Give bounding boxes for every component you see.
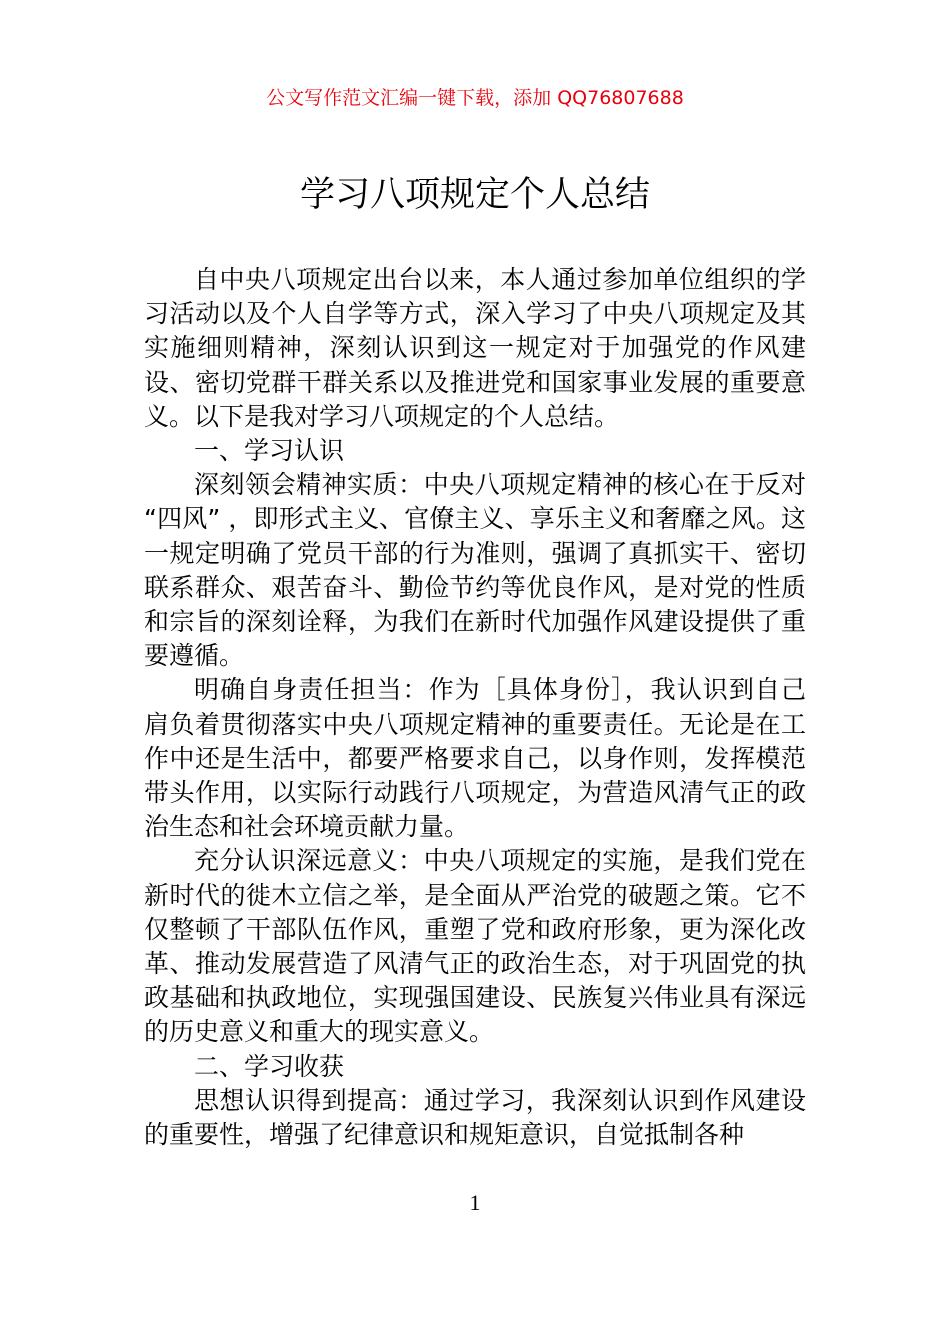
- page-number: 1: [469, 1190, 481, 1215]
- paragraph-spirit-essence: 深刻领会精神实质：中央八项规定精神的核心在于反对 “四风” ，即形式主义、官僚主义、享乐主义和奢靡之风。这一规定明确了党员干部的行为准则，强调了真抓实干、密切联系群众、艰苦奋斗、勤俭节约等优良作风，是对党的性质和宗旨的深刻诠释，为我们在新时代加强作风建设提供了重要遵循。: [144, 470, 806, 671]
- paragraph-thinking-improved: 思想认识得到提高：通过学习，我深刻认识到作风建设的重要性，增强了纪律意识和规矩意识，自觉抵制各种: [144, 1085, 806, 1150]
- paragraph-responsibility: 明确自身责任担当：作为［具体身份］，我认识到自己肩负着贯彻落实中央八项规定精神的重要责任。无论是在工作中还是生活中，都要严格要求自己，以身作则，发挥模范带头作用，以实际行动践行八项规定，为营造风清气正的政治生态和社会环境贡献力量。: [144, 675, 806, 842]
- paragraph-intro: 自中央八项规定出台以来，本人通过参加单位组织的学习活动以及个人自学等方式，深入学习了中央八项规定及其实施细则精神，深刻认识到这一规定对于加强党的作风建设、密切党群干群关系以及推进党和国家事业发展的重要意义。以下是我对学习八项规定的个人总结。: [144, 265, 806, 431]
- section-heading-learning-gains: 二、学习收获: [194, 1051, 345, 1081]
- header-note: 公文写作范文汇编一键下载，添加 QQ76807688: [266, 87, 684, 109]
- paragraph-significance: 充分认识深远意义：中央八项规定的实施，是我们党在新时代的徙木立信之举，是全面从严治党的破题之策。它不仅整顿了干部队伍作风，重塑了党和政府形象，更为深化改革、推动发展营造了风清气正的政治生态，对于巩固党的执政基础和执政地位，实现强国建设、民族复兴伟业具有深远的历史意义和重大的现实意义。: [144, 846, 806, 1047]
- section-heading-learning-understanding: 一、学习认识: [194, 436, 345, 466]
- document-body: [144, 263, 806, 1152]
- document-title: 学习八项规定个人总结: [299, 175, 650, 215]
